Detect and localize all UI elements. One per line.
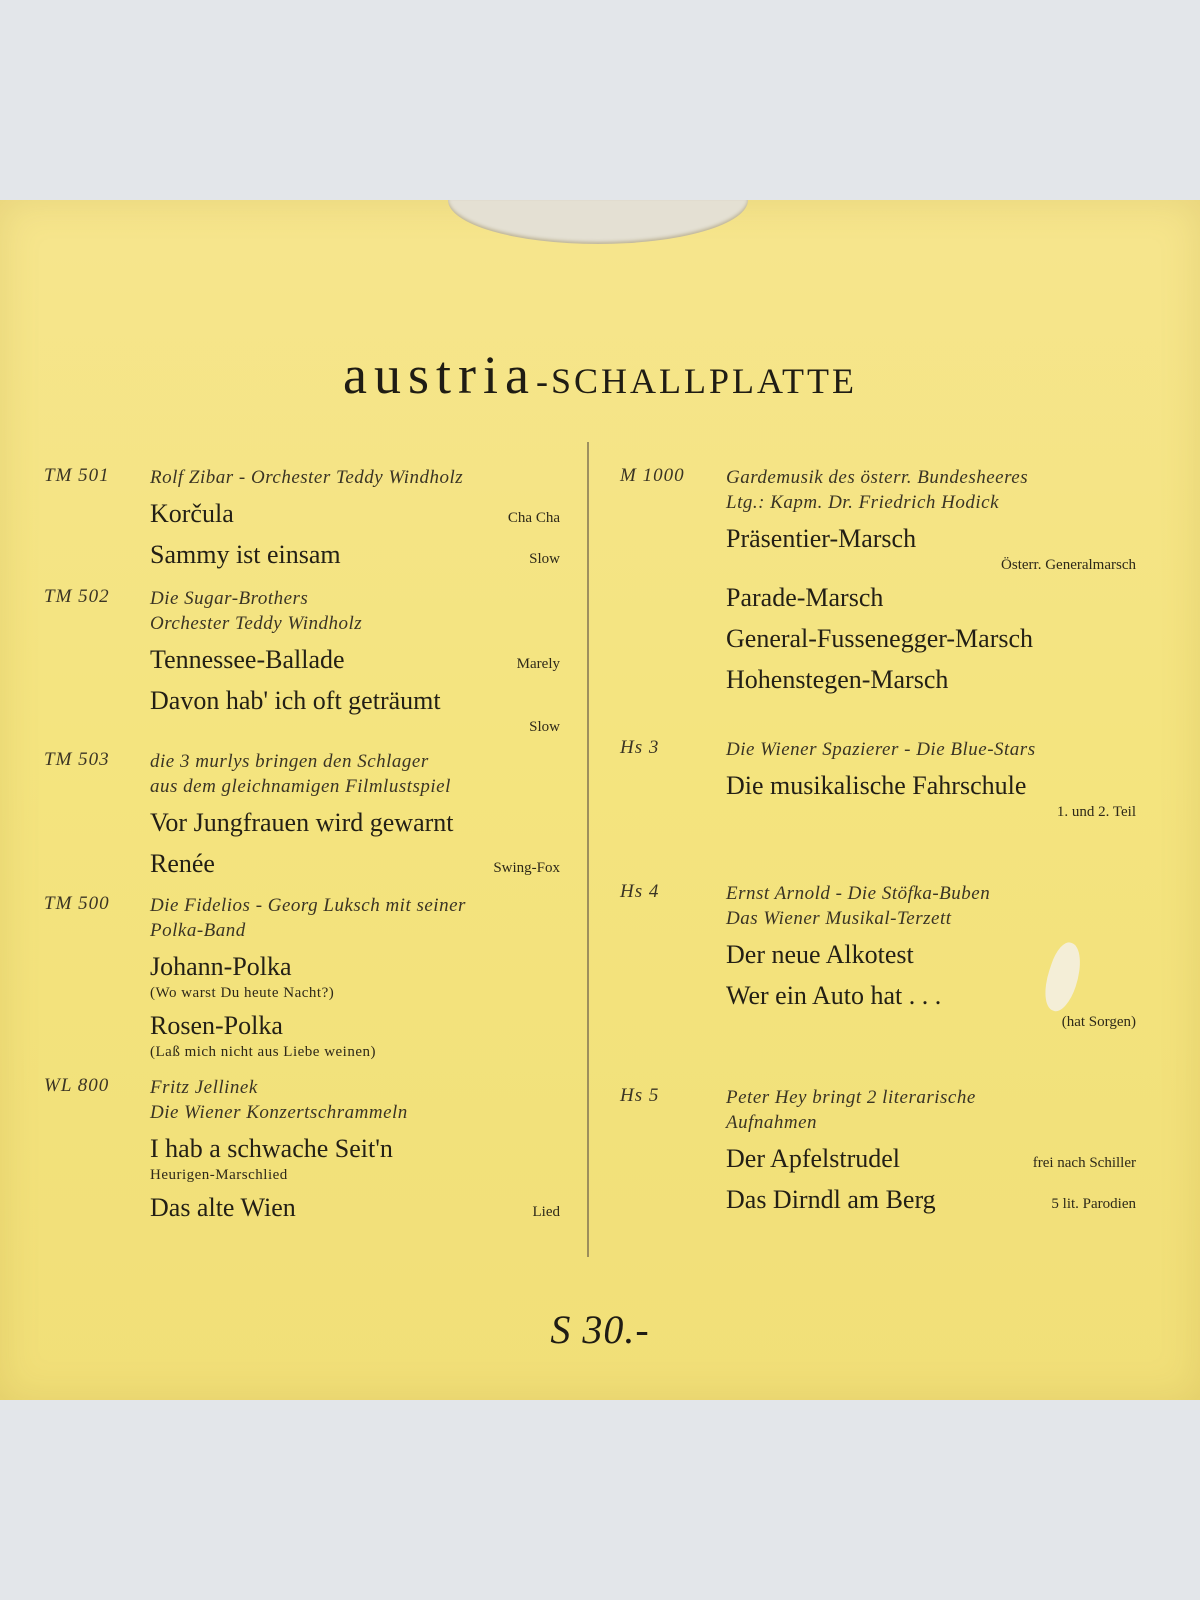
track-title: Das alte Wien	[150, 1193, 296, 1222]
artist-credit	[150, 465, 560, 490]
track-row	[726, 521, 1136, 556]
catalog-entry	[44, 1075, 560, 1225]
track-item	[726, 662, 1136, 697]
catalog-entry	[44, 586, 560, 736]
track-item	[150, 846, 560, 881]
track-row	[726, 768, 1136, 803]
artist-line: Die Sugar-Brothers	[150, 588, 309, 609]
track-style-note: 5 lit. Parodien	[1051, 1196, 1136, 1212]
artist-credit	[726, 1085, 1136, 1135]
artist-credit	[150, 749, 560, 799]
track-item	[150, 642, 560, 677]
track-title: Tennessee-Ballade	[150, 645, 345, 674]
track-row	[726, 1182, 1136, 1217]
entry-body	[726, 465, 1136, 697]
record-sleeve-back	[0, 200, 1200, 1400]
track-title: Parade-Marsch	[726, 583, 884, 612]
track-style-note: Marely	[516, 656, 560, 672]
artist-line: Die Wiener Konzertschrammeln	[150, 1102, 408, 1123]
entry-body	[150, 465, 560, 572]
track-style-note: frei nach Schiller	[1032, 1155, 1136, 1171]
track-item	[726, 521, 1136, 574]
catalog-number: M 1000	[620, 465, 685, 486]
track-item	[726, 580, 1136, 615]
track-title: Rosen-Polka	[150, 1011, 283, 1040]
artist-line: Das Wiener Musikal-Terzett	[726, 908, 952, 929]
track-title: Der Apfelstrudel	[726, 1144, 901, 1173]
catalog-number: WL 800	[44, 1075, 110, 1096]
catalog-number: TM 500	[44, 893, 110, 914]
artist-credit	[726, 465, 1136, 515]
entry-body	[150, 749, 560, 881]
track-item	[150, 537, 560, 572]
track-row	[150, 642, 560, 677]
catalog-number: Hs 4	[620, 881, 660, 902]
artist-line: die 3 murlys bringen den Schlager	[150, 751, 429, 772]
track-row	[726, 621, 1136, 656]
track-row	[726, 1141, 1136, 1176]
track-title: Präsentier-Marsch	[726, 524, 917, 553]
track-title: Sammy ist einsam	[150, 540, 341, 569]
catalog-entry	[620, 465, 1136, 697]
track-row	[726, 662, 1136, 697]
track-style-note: Lied	[532, 1204, 560, 1220]
track-title: Davon hab' ich oft geträumt	[150, 686, 441, 715]
artist-line: Orchester Teddy Windholz	[150, 613, 363, 634]
track-row	[150, 846, 560, 881]
track-subtitle: (Wo warst Du heute Nacht?)	[150, 985, 335, 1001]
track-item	[726, 1141, 1136, 1176]
artist-credit	[150, 1075, 560, 1125]
artist-credit	[150, 586, 560, 636]
track-title: General-Fussenegger-Marsch	[726, 624, 1034, 653]
price-label: S 30.-	[550, 1307, 650, 1352]
thumb-cutout	[448, 200, 748, 244]
brand-tagline: SCHALLPLATTE	[550, 361, 857, 401]
artist-line: Polka-Band	[150, 920, 246, 941]
track-style-note: Cha Cha	[507, 510, 560, 526]
entry-body	[150, 893, 560, 1061]
catalog-entry	[44, 749, 560, 881]
track-title: Wer ein Auto hat . . .	[726, 981, 942, 1010]
catalog-number: Hs 3	[620, 737, 660, 758]
track-row	[726, 580, 1136, 615]
track-title: Vor Jungfrauen wird gewarnt	[150, 808, 454, 837]
column-divider	[587, 442, 589, 1257]
track-style-note: Swing-Fox	[493, 860, 560, 876]
track-title: Der neue Alkotest	[726, 940, 914, 969]
track-item	[726, 621, 1136, 656]
artist-line: Rolf Zibar - Orchester Teddy Windholz	[150, 467, 464, 488]
track-item	[150, 683, 560, 736]
artist-line: Die Fidelios - Georg Luksch mit seiner	[150, 895, 466, 916]
track-style-note: Slow	[529, 551, 560, 567]
artist-line: Gardemusik des österr. Bundesheeres	[726, 467, 1029, 488]
artist-credit	[150, 893, 560, 943]
catalog-entry	[620, 737, 1136, 821]
track-style-note: Österr. Generalmarsch	[1001, 557, 1136, 573]
track-row	[150, 496, 560, 531]
track-style-note: 1. und 2. Teil	[1056, 804, 1136, 820]
track-item	[726, 1182, 1136, 1217]
artist-line: Ltg.: Kapm. Dr. Friedrich Hodick	[726, 492, 1000, 513]
catalog-entry	[44, 465, 560, 572]
catalog-entry	[620, 1085, 1136, 1217]
track-item	[726, 768, 1136, 821]
track-row	[150, 683, 560, 718]
track-item	[150, 805, 560, 840]
track-row	[150, 805, 560, 840]
artist-line: Ernst Arnold - Die Stöfka-Buben	[726, 883, 991, 904]
track-row	[150, 1190, 560, 1225]
track-title: Korčula	[150, 499, 234, 528]
track-item	[150, 496, 560, 531]
artist-line: Fritz Jellinek	[150, 1077, 258, 1098]
entry-body	[150, 1075, 560, 1225]
artist-line: Aufnahmen	[726, 1112, 818, 1133]
entry-body	[150, 586, 560, 736]
track-item	[150, 1190, 560, 1225]
track-subtitle: (Laß mich nicht aus Liebe weinen)	[150, 1044, 377, 1060]
artist-line: Die Wiener Spazierer - Die Blue-Stars	[726, 739, 1036, 760]
artist-credit	[726, 881, 1136, 931]
track-subtitle: Heurigen-Marschlied	[150, 1167, 288, 1183]
label-heading	[0, 344, 1200, 406]
brand-separator: -	[535, 361, 551, 401]
track-item	[150, 949, 560, 1002]
track-style-note: (hat Sorgen)	[1061, 1014, 1136, 1030]
track-title: Johann-Polka	[150, 952, 292, 981]
entry-body	[726, 737, 1136, 821]
track-title: Renée	[150, 849, 215, 878]
artist-credit	[726, 737, 1136, 762]
track-title: Hohenstegen-Marsch	[726, 665, 949, 694]
track-title: Das Dirndl am Berg	[726, 1185, 936, 1214]
track-row	[150, 949, 560, 984]
track-style-note: Slow	[529, 719, 560, 735]
track-row	[150, 1008, 560, 1043]
catalog-number: TM 501	[44, 465, 110, 486]
brand-name: austria	[343, 345, 536, 405]
track-item	[150, 1008, 560, 1061]
catalog-number: TM 503	[44, 749, 110, 770]
artist-line: Peter Hey bringt 2 literarische	[726, 1087, 976, 1108]
track-title: I hab a schwache Seit'n	[150, 1134, 393, 1163]
track-row	[150, 1131, 560, 1166]
track-row	[150, 537, 560, 572]
track-item	[150, 1131, 560, 1184]
artist-line: aus dem gleichnamigen Filmlustspiel	[150, 776, 451, 797]
catalog-number: Hs 5	[620, 1085, 660, 1106]
track-title: Die musikalische Fahrschule	[726, 771, 1027, 800]
catalog-entry	[44, 893, 560, 1061]
entry-body	[726, 1085, 1136, 1217]
catalog-number: TM 502	[44, 586, 110, 607]
